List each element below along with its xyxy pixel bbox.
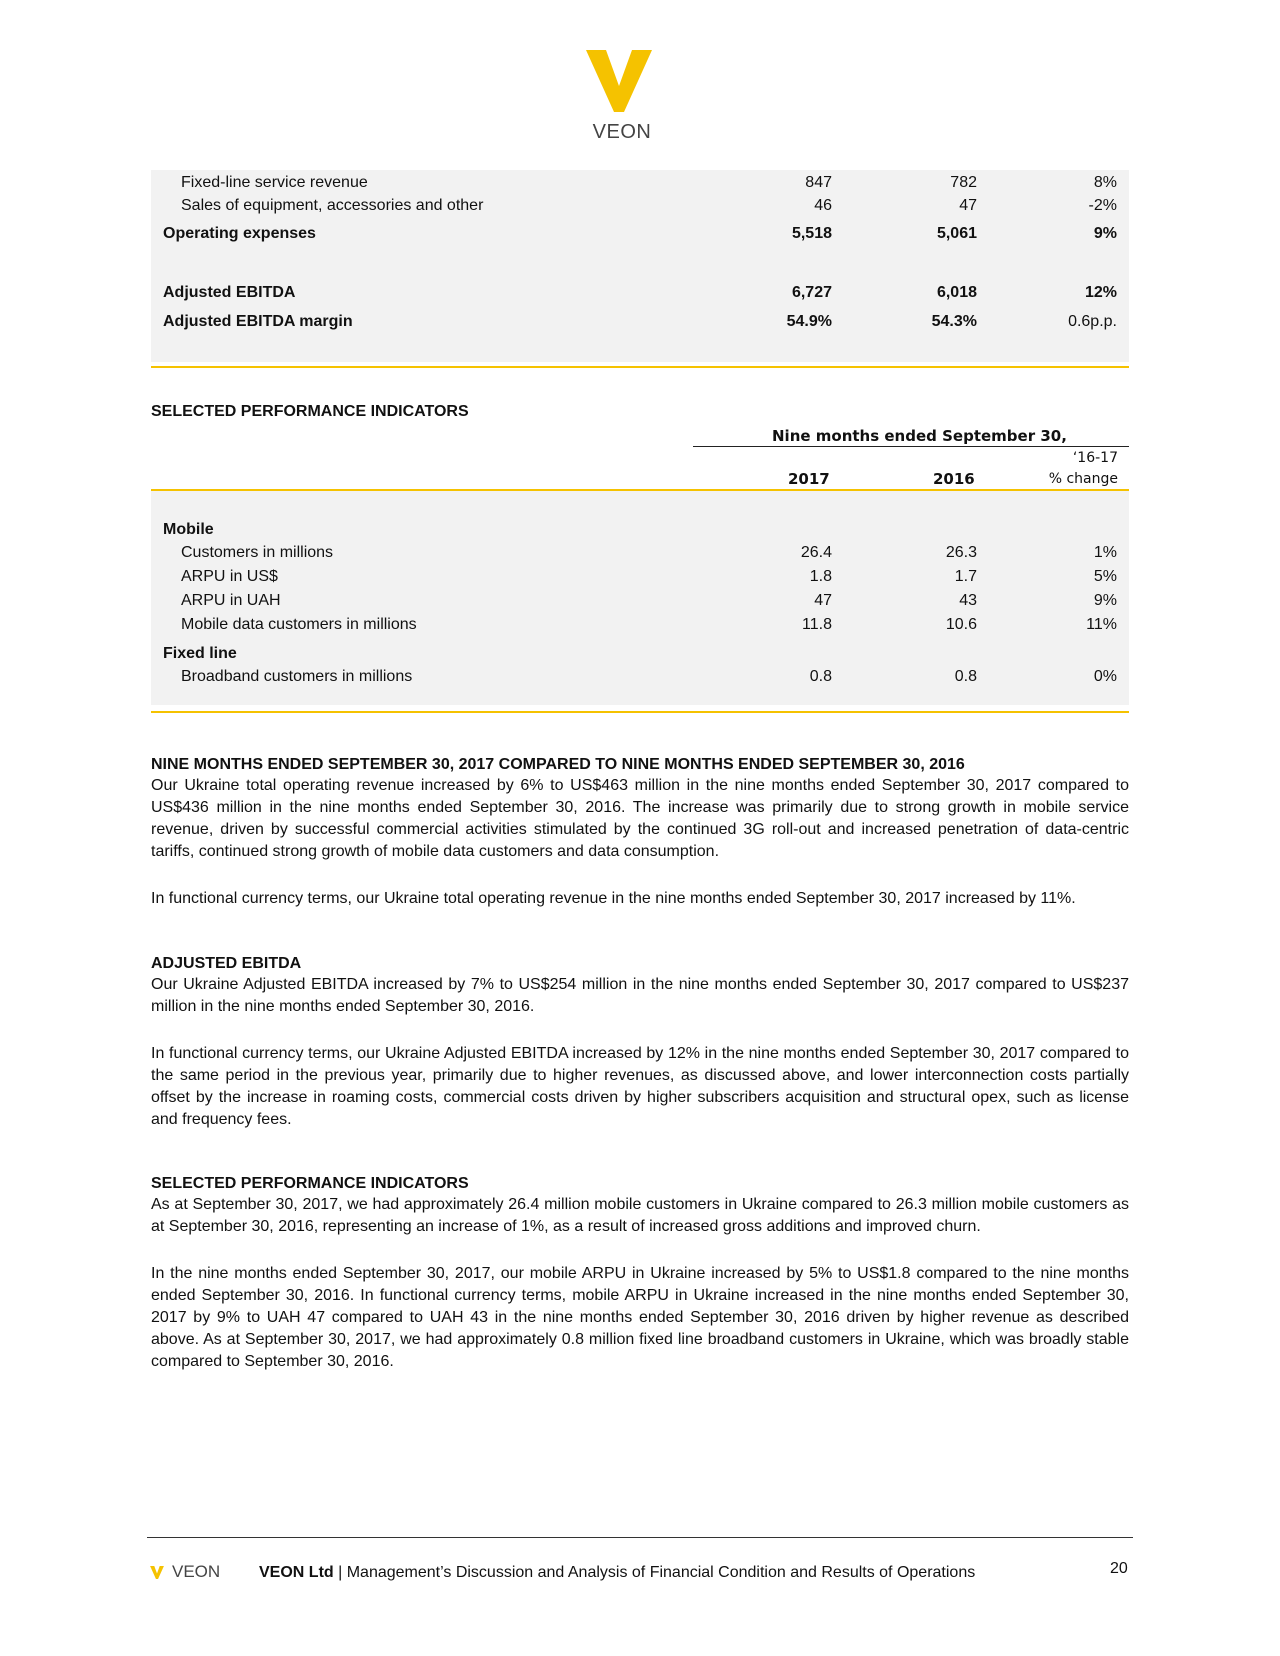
footer-title <box>259 1564 975 1582</box>
table-row <box>151 590 1129 612</box>
change-header-line1: ‘16-17 <box>1072 450 1118 466</box>
cell-2016: 782 <box>950 174 977 191</box>
row-label: Broadband customers in millions <box>181 668 413 685</box>
period-header: Nine months ended September 30, <box>772 427 1067 445</box>
row-label: ARPU in US$ <box>181 568 278 585</box>
paragraph: Our Ukraine total operating revenue increased by 6% to US$463 million in the nine months ended September 30, 2017 compared to US$436 million in the nine months ended September 30, 2016. The increase was primarily due to strong growth in mobile service revenue, driven by successful commercial activities stimulated by the continued 3G roll-out and increased penetration of data-centric tariffs, continued strong growth of mobile data customers and data consumption. <box>151 777 1129 860</box>
cell-2017: 11.8 <box>802 616 832 633</box>
cell-change: 12% <box>1084 284 1117 301</box>
page-number: 20 <box>1110 1560 1128 1577</box>
footer-separator: | <box>333 1564 347 1581</box>
table-row <box>151 311 1129 333</box>
veon-v-icon <box>150 1566 164 1579</box>
cell-change: 0% <box>1093 668 1117 685</box>
cell-2017: 5,518 <box>791 225 832 242</box>
section-heading: ADJUSTED EBITDA <box>151 955 302 972</box>
row-label: Adjusted EBITDA margin <box>163 313 353 330</box>
cell-change: 9% <box>1093 592 1117 609</box>
cell-change: -2% <box>1088 197 1117 214</box>
footer-logo-text: VEON <box>172 1562 221 1581</box>
logo-text: VEON <box>592 121 652 143</box>
table-row <box>151 542 1129 564</box>
footer-rule <box>147 1537 1133 1538</box>
mobile-heading <box>151 519 1129 541</box>
cell-change: 8% <box>1093 174 1117 191</box>
cell-2016: 1.7 <box>954 568 977 585</box>
footer-company: VEON Ltd <box>259 1564 334 1581</box>
row-label: Customers in millions <box>181 544 334 561</box>
cell-change: 11% <box>1086 616 1117 633</box>
cell-2017: 46 <box>814 197 832 214</box>
paragraph: Our Ukraine Adjusted EBITDA increased by 7% to US$254 million in the nine months ended September 30, 2017 compared to US$237 million in the nine months ended September 30, 2016. <box>151 976 1129 1015</box>
cell-change: 5% <box>1093 568 1117 585</box>
row-label: Sales of equipment, accessories and other <box>181 197 484 214</box>
col-header-2017: 2017 <box>788 470 830 488</box>
cell-2016: 43 <box>959 592 977 609</box>
cell-2017: 6,727 <box>791 284 832 301</box>
paragraph: In functional currency terms, our Ukraine Adjusted EBITDA increased by 12% in the nine months ended September 30, 2017 compared to the same period in the previous year, primarily due to higher revenues, as discussed above, and lower interconnection costs partially offset by the increase in roaming costs, commercial costs driven by higher subscribers acquisition and structural opex, such as license and frequency fees. <box>151 1045 1129 1128</box>
footer-logo <box>150 1562 230 1582</box>
cell-change: 0.6p.p. <box>1068 313 1117 330</box>
fixed-line-heading <box>151 643 1129 665</box>
footer-doc-title: Management’s Discussion and Analysis of Financial Condition and Results of Operations <box>346 1564 976 1581</box>
cell-2016: 0.8 <box>954 668 977 685</box>
row-label: ARPU in UAH <box>181 592 281 609</box>
row-label: Mobile data customers in millions <box>181 616 417 633</box>
paragraph: In functional currency terms, our Ukraine total operating revenue in the nine months ended September 30, 2017 increased by 11%. <box>151 890 1076 907</box>
change-header-line2: % change <box>1048 471 1118 487</box>
row-label: Fixed-line service revenue <box>181 174 368 191</box>
cell-2016: 47 <box>959 197 977 214</box>
table-row <box>151 195 1129 217</box>
table-divider <box>151 711 1129 713</box>
cell-2017: 54.9% <box>786 313 832 330</box>
cell-2017: 1.8 <box>809 568 832 585</box>
section-adjusted-ebitda <box>151 954 1129 1131</box>
section-heading: SELECTED PERFORMANCE INDICATORS <box>151 1175 469 1192</box>
section-nine-months <box>151 755 1129 910</box>
fixed-line-heading-label: Fixed line <box>163 645 237 662</box>
cell-2016: 54.3% <box>931 313 977 330</box>
paragraph: In the nine months ended September 30, 2017, our mobile ARPU in Ukraine increased by 5% to US$1.8 compared to the nine months ended September 30, 2016. In functional currency terms, mobile ARPU in Ukraine increased in the nine months ended September 30, 2017 by 9% to UAH 47 compared to UAH 43 in the nine months ended September 30, 2016 driven by higher revenue as described above. As at September 30, 2017, we had approximately 0.8 million fixed line broadband customers in Ukraine, which was broadly stable compared to September 30, 2016. <box>151 1265 1129 1370</box>
table-row <box>151 223 1129 245</box>
veon-logo <box>586 50 666 150</box>
section-performance-indicators <box>151 1174 1129 1373</box>
revenue-table <box>151 170 1129 362</box>
period-header-rule <box>693 446 1129 447</box>
row-label: Operating expenses <box>163 225 316 242</box>
section-heading: NINE MONTHS ENDED SEPTEMBER 30, 2017 COMPARED TO NINE MONTHS ENDED SEPTEMBER 30, 2016 <box>151 756 965 773</box>
kpi-table <box>151 491 1129 705</box>
cell-2017: 26.4 <box>800 544 832 561</box>
kpi-table-title: SELECTED PERFORMANCE INDICATORS <box>151 403 469 420</box>
cell-2016: 10.6 <box>945 616 977 633</box>
cell-2016: 5,061 <box>936 225 977 242</box>
cell-2017: 847 <box>805 174 832 191</box>
cell-2017: 47 <box>814 592 832 609</box>
table-divider <box>151 366 1129 368</box>
cell-change: 1% <box>1093 544 1117 561</box>
cell-2016: 6,018 <box>936 284 977 301</box>
cell-2016: 26.3 <box>945 544 977 561</box>
col-header-2016: 2016 <box>933 470 975 488</box>
table-row <box>151 172 1129 194</box>
table-row <box>151 282 1129 304</box>
table-row <box>151 666 1129 688</box>
mobile-heading-label: Mobile <box>163 521 214 538</box>
row-label: Adjusted EBITDA <box>163 284 296 301</box>
cell-2017: 0.8 <box>809 668 832 685</box>
cell-change: 9% <box>1093 225 1117 242</box>
paragraph: As at September 30, 2017, we had approximately 26.4 million mobile customers in Ukraine compared to 26.3 million mobile customers as at September 30, 2016, representing an increase of 1%, as a result of increased gross additions and improved churn. <box>151 1196 1129 1235</box>
veon-v-icon <box>586 50 652 112</box>
table-row <box>151 614 1129 636</box>
table-row <box>151 566 1129 588</box>
